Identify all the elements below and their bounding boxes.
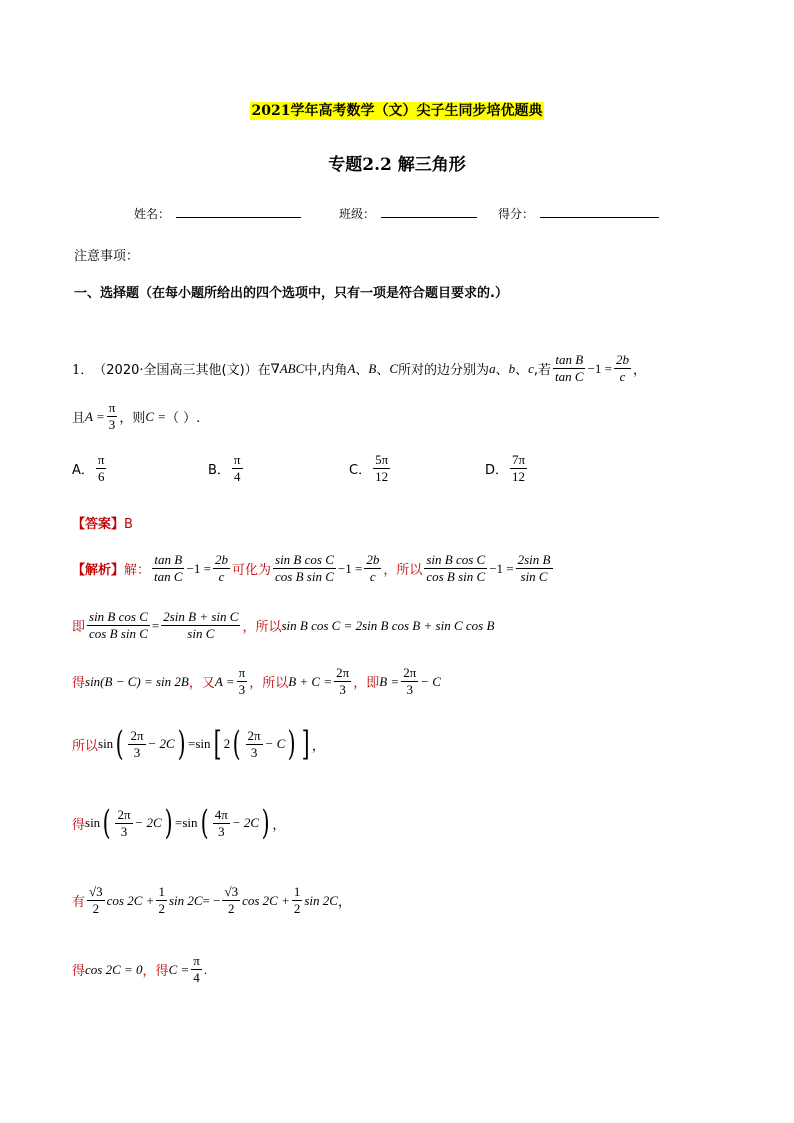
equation-text: − 2C <box>231 815 260 830</box>
equation-text: sin 2C <box>304 892 338 908</box>
equation-text: −1 = <box>337 560 363 576</box>
sep: 、 <box>376 363 390 378</box>
analysis-line-2 <box>72 609 494 642</box>
equation-text: B = <box>379 673 400 689</box>
class-label: 班级： <box>339 207 376 221</box>
name-field[interactable] <box>176 217 301 218</box>
class-field[interactable] <box>381 217 477 218</box>
analysis-label: 【解析】 <box>72 563 125 578</box>
fraction: $\frac{\text{2sin B + sin C}}{\text{sin C}}$ <box>163 609 239 641</box>
fraction: $\frac{4\pi}{3}$ <box>214 806 228 839</box>
analysis-text: 得 <box>72 676 86 691</box>
equation-text: A = <box>85 408 105 424</box>
question-line-2 <box>72 400 200 433</box>
name-label: 姓名： <box>134 207 171 221</box>
equation-text: sin <box>182 815 198 830</box>
equation-text: sin <box>195 736 211 751</box>
fraction: $\frac{5\pi}{12}$ <box>375 452 389 484</box>
equation-text: sin <box>85 815 101 830</box>
fraction: $\frac{1}{2}$ <box>293 884 301 916</box>
fraction: $\frac{2\pi}{3}$ <box>130 727 144 760</box>
analysis-text: 得 <box>72 817 86 833</box>
var-c: c <box>528 360 534 376</box>
equals: = <box>175 815 183 830</box>
equation-text: − 2C <box>147 736 175 751</box>
analysis-line-3 <box>72 665 441 698</box>
analysis-text: ，所以 <box>249 676 289 691</box>
fraction: $\frac{2\pi}{3}$ <box>117 806 131 839</box>
question-text: ,若 <box>533 363 552 378</box>
option-c[interactable] <box>349 452 392 485</box>
equation-text: C = <box>145 408 167 424</box>
option-label: B． <box>208 463 230 478</box>
sep: 、 <box>495 363 509 378</box>
question-text: 中,内角 <box>304 363 348 378</box>
fraction: $\frac{\pi}{4}$ <box>193 953 200 985</box>
equation-text: sin B cos C = 2sin B cos B + sin C cos B <box>281 617 495 633</box>
analysis-text: 即 <box>72 620 86 635</box>
equation-text: cos 2C = 0 <box>85 961 143 977</box>
triangle-symbol: ∇ABC <box>270 360 305 376</box>
var-A: A <box>347 360 356 376</box>
comma: ， <box>337 894 351 909</box>
analysis-line-7 <box>72 953 207 986</box>
var-B: B <box>368 360 377 376</box>
equation-text: 2 <box>223 736 231 751</box>
section-heading: 一、选择题（在每小题所给出的四个选项中，只有一项是符合题目要求的.） <box>74 286 508 301</box>
score-field[interactable] <box>540 217 659 218</box>
equals: = <box>151 617 160 633</box>
fraction: $\frac{2\pi}{3}$ <box>336 665 350 697</box>
equation-text: −1 = <box>587 360 612 376</box>
analysis-text: 得 <box>72 964 86 979</box>
analysis-text: 可化为 <box>232 563 272 578</box>
fraction: $\frac{\text{tan B}}{\text{tan C}}$ <box>154 552 183 584</box>
equation-text: sin(B − C) = sin 2B <box>85 673 189 689</box>
fraction: $\frac{\text{tan B}}{\text{tan C}}$ <box>555 352 584 384</box>
fraction: $\frac{2\pi}{3}$ <box>403 665 417 697</box>
analysis-text: ，所以 <box>383 563 423 578</box>
question-text: 所对的边分别为 <box>398 363 490 378</box>
fraction: $\frac{\pi}{6}$ <box>97 452 105 484</box>
score-label: 得分： <box>498 207 535 221</box>
analysis-line-6 <box>72 884 351 917</box>
fraction: $\frac{2\pi}{3}$ <box>247 727 261 760</box>
fraction: $\frac{\text{2sin B}}{\text{sin C}}$ <box>517 552 551 584</box>
fraction: $\frac{\pi}{3}$ <box>238 665 246 697</box>
equation-text: sin 2C <box>168 892 203 908</box>
fraction: $\frac{√3}{2}$ <box>224 884 239 916</box>
equation-text: cos 2C + <box>242 892 290 908</box>
equation-text: sin <box>98 736 114 751</box>
fraction: $\frac{\text{sin B cos C}}{\text{cos B sin C}}$ <box>89 609 148 641</box>
analysis-text: ，即 <box>353 676 380 691</box>
fraction: $\frac{√3}{2}$ <box>89 884 103 916</box>
comma: ， <box>272 816 286 832</box>
analysis-text: ，又 <box>188 676 215 691</box>
fraction: $\frac{2b}{c}$ <box>366 552 380 584</box>
fraction: $\frac{\text{sin B cos C}}{\text{cos B sin C}}$ <box>275 552 334 584</box>
section-subtitle: 专题2.2 解三角形 <box>328 155 466 175</box>
analysis-text: ，所以 <box>242 620 282 635</box>
question-text: 且 <box>72 411 86 426</box>
fraction: $\frac{\text{sin B cos C}}{\text{cos B sin C}}$ <box>426 552 486 584</box>
notice-label: 注意事项： <box>74 249 140 264</box>
equation-text: C = <box>168 961 190 977</box>
fraction: $\frac{1}{2}$ <box>158 884 165 916</box>
option-a[interactable] <box>72 452 108 485</box>
fraction: $\frac{2b}{c}$ <box>215 552 228 584</box>
fraction: $\frac{7\pi}{12}$ <box>512 452 526 484</box>
question-number: 1． <box>72 363 94 378</box>
question-source: （2020·全国高三其他(文)）在 <box>93 363 271 378</box>
analysis-text: 有 <box>72 895 86 910</box>
fraction: $\frac{2b}{c}$ <box>615 352 629 384</box>
analysis-text: ，得 <box>142 964 169 979</box>
analysis-text: 解： <box>124 563 151 578</box>
equation-text: −1 = <box>186 560 211 576</box>
option-label: D． <box>485 463 509 478</box>
analysis-line-1 <box>72 552 555 585</box>
document-title: 2021学年高考数学（文）尖子生同步培优题典 <box>251 103 543 119</box>
option-b[interactable] <box>208 452 245 485</box>
var-a: a <box>489 360 496 376</box>
var-C: C <box>389 360 399 376</box>
sep: 、 <box>355 363 369 378</box>
question-text: ，则 <box>119 411 146 426</box>
analysis-line-5: 得 sin ( $\frac{2\pi}{3}$ − 2C ) = sin ( $\frac{4\pi}{3}$ − 2C ) ， <box>72 803 286 843</box>
fraction: $\frac{\pi}{4}$ <box>233 452 241 484</box>
sep: 、 <box>515 363 529 378</box>
period: . <box>203 961 208 977</box>
equation-text: B + C = <box>288 673 333 689</box>
equation-text: − C <box>264 736 286 751</box>
equation-text: − C <box>420 673 441 689</box>
option-label: C． <box>349 463 372 478</box>
fraction: $\frac{\pi}{3}$ <box>108 400 116 432</box>
question-line-1 <box>72 352 646 385</box>
equation-text: = − <box>202 892 221 908</box>
question-text: （ ）. <box>166 411 201 426</box>
equals: = <box>188 736 196 751</box>
answer-value: B <box>124 517 133 532</box>
answer-label: 【答案】 <box>72 517 125 532</box>
equation-text: −1 = <box>489 560 514 576</box>
option-label: A． <box>72 463 94 478</box>
comma: ， <box>311 737 325 753</box>
analysis-line-4: 所以 sin ( $\frac{2\pi}{3}$ − 2C ) = sin [ 2 ( $\frac{2\pi}{3}$ − C ) ] ， <box>72 724 325 764</box>
var-b: b <box>508 360 516 376</box>
equation-text: A = <box>214 673 235 689</box>
analysis-text: 所以 <box>72 738 99 754</box>
equation-text: − 2C <box>134 815 162 830</box>
equation-text: cos 2C + <box>106 892 155 908</box>
answer <box>72 513 133 532</box>
option-d[interactable] <box>485 452 529 485</box>
comma: ， <box>632 362 646 377</box>
